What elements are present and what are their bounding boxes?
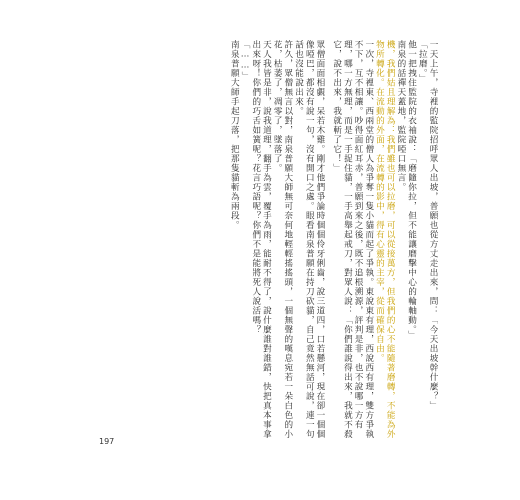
- paragraph: 許久，眾僧無言以對，南泉普願大師無可奈何地輕輕搖搖頭，一個無聲的嘆息宛若一朵白色的小花，枯萎了，凋零了，墜落了。: [272, 40, 293, 439]
- highlighted-commentary: 機，我們姑且理解為：我們雖也可以拉磨，可以從接萬方，但我們的心不能隨著磨轉，不能為外物所轉化。在流動的外面，在流轉的影中，得有心靈的主宰，從而確保自由。: [374, 40, 396, 439]
- paragraph: 南泉普願大師手起刀落，把那隻貓斬為兩段。: [229, 40, 240, 230]
- paragraph: 南泉的話禪天蓋地，監院啞口無言。: [395, 40, 406, 192]
- paragraph: 天人我皆是非，說我道理，翻手為雲，覆手為雨，能耐不得了，說什麼誰對誰錯，快把真本事拿出來呀！你們的巧舌如簧呢？花言巧語呢？你們不是能將死人說活嗎？: [250, 40, 272, 439]
- paragraph: 「……」: [240, 40, 251, 81]
- paragraph: 他一把拽住監院的衣袖說：「磨隨你拉，但不能讓磨擊中心的輪軸動。」: [406, 40, 417, 340]
- vertical-text-body: [104, 40, 438, 440]
- paragraph: 「拉磨。」: [417, 40, 428, 84]
- paragraph: 眾僧面面相覷，呆若木雞。剛才他們爭論時個個伶牙俐齒，說三道四，口若懸河，現在卻一個個像啞巴，都沒有說一句，沒有開口之處。眼看南泉普願在持刀砍貓，自己竟然無話可說，連一句話也沒能說出來。: [293, 40, 325, 439]
- page-number: 197: [99, 437, 115, 446]
- paragraph: 一天上午，寺裡的監院招呼眾人出坡，普願也從方丈走出來，問：「今天出坡幹什麼？」: [428, 40, 438, 411]
- paragraph: 一次，寺裡東、西兩堂的僧人為爭奪一隻小貓而起了爭執。東說東有理，西說西有理，雙方爭執不下，互不相讓。吵得面紅耳赤，普願到來之後，既不追根溯源，評判是非，也不說哪一方有理，哪一方無理，而是一手捉住貓，一手高舉起戒刀，對眾人說：「你們誰說得出來，我就不殺它，說不出來，我就斬了它！」: [331, 40, 374, 439]
